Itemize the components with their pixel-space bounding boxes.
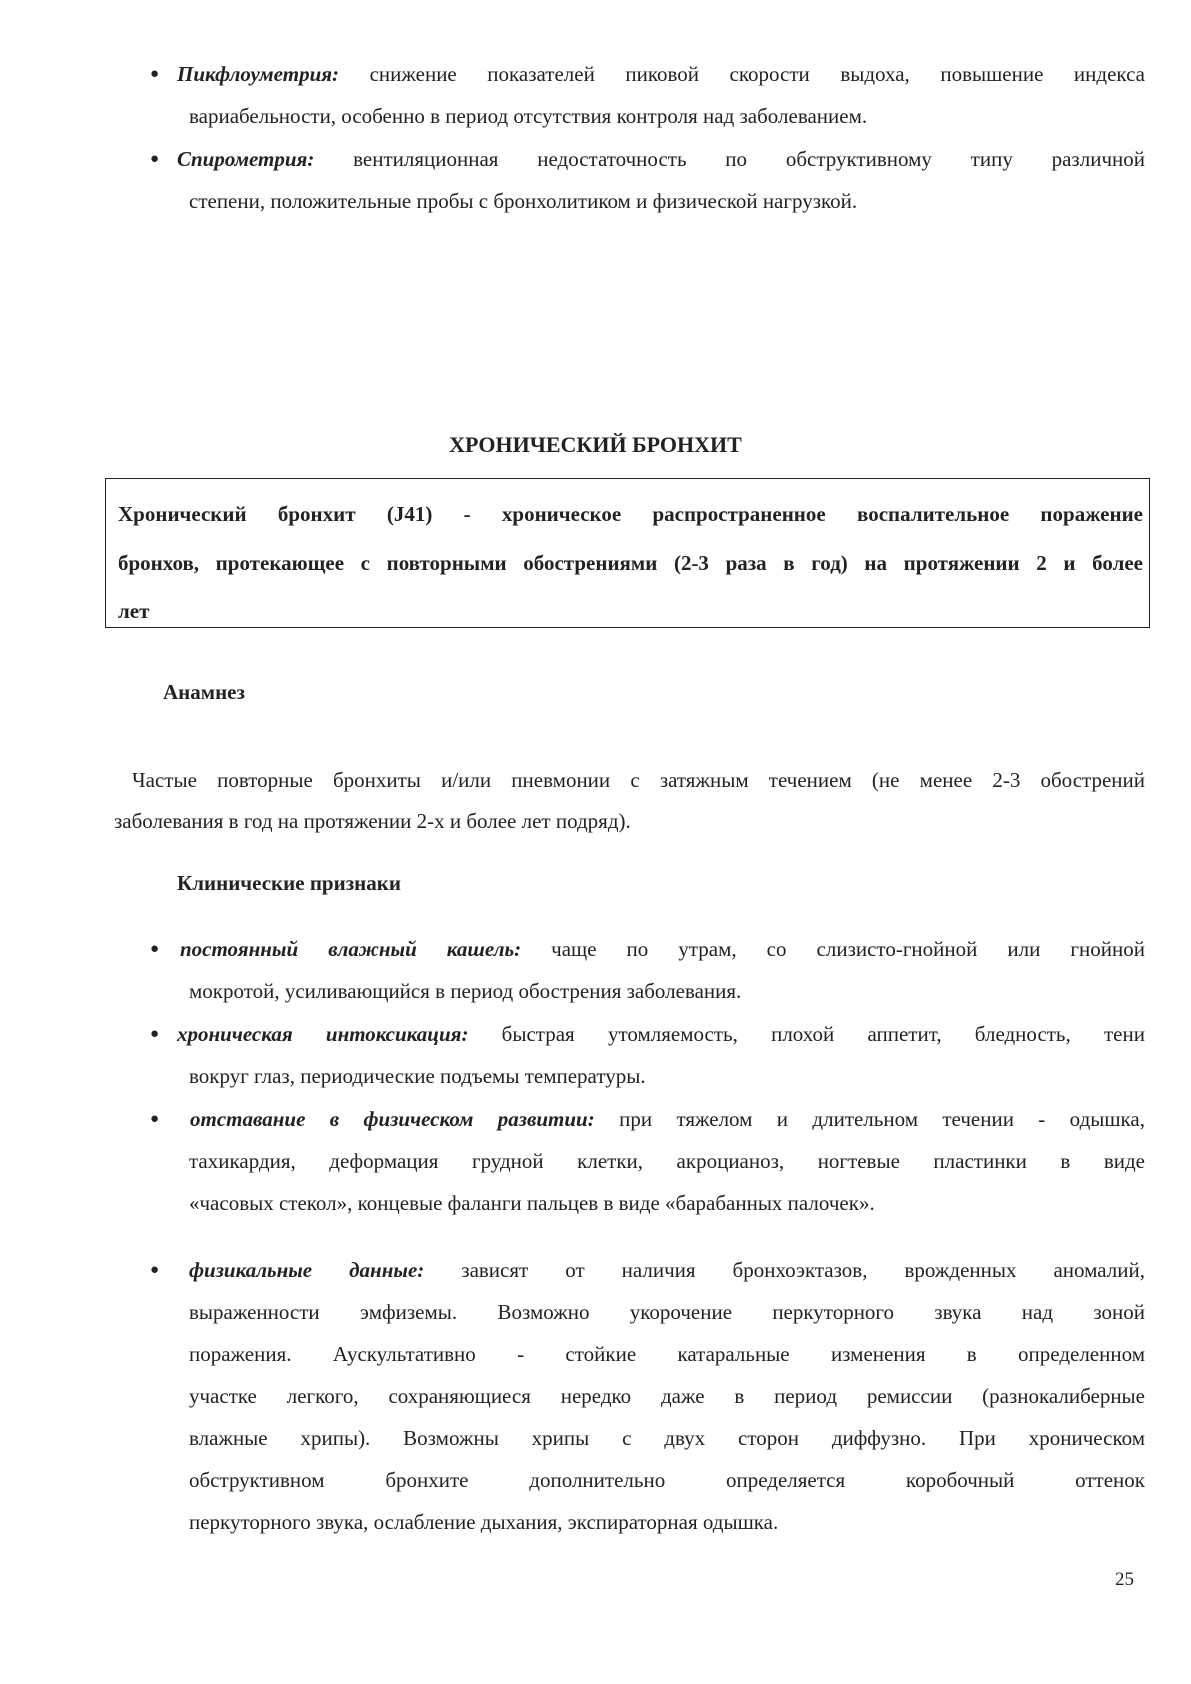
anamnesis-heading: Анамнез [163,680,245,704]
clinical-item-1-line1 [180,939,1145,960]
clinical-item-4-line3: поражения. Аускультативно - стойкие катаральные изменения в определенном [189,1342,1145,1366]
clinical-item-4-line2: выраженности эмфиземы. Возможно укорочение перкуторного звука над зоной [189,1300,1145,1324]
clinical-item-1-text: чаще по утрам, со слизисто-гнойной или гнойной [521,937,1145,961]
clinical-heading: Клинические признаки [177,871,401,895]
term-wet-cough: постоянный влажный кашель: [180,937,522,961]
term-peakflow: Пикфлоуметрия: [177,62,340,86]
clinical-item-4-line7: перкуторного звука, ослабление дыхания, экспираторная одышка. [189,1510,779,1534]
bullet-icon: ● [150,1111,160,1127]
clinical-item-2-line2: вокруг глаз, периодические подъемы температуры. [189,1064,646,1088]
clinical-item-3-text: при тяжелом и длительном течении - одышка, [594,1107,1145,1131]
term-spirometry: Спирометрия: [177,147,315,171]
section-title: ХРОНИЧЕСКИЙ БРОНХИТ [449,432,742,457]
clinical-item-2-text: быстрая утомляемость, плохой аппетит, бледность, тени [468,1022,1145,1046]
bullet-icon: ● [150,151,160,167]
clinical-item-3-line3: «часовых стекол», концевые фаланги пальцев в виде «барабанных палочек». [189,1191,875,1215]
bullet-icon: ● [150,1262,160,1278]
bullet-icon: ● [150,941,160,957]
clinical-item-1-line2: мокротой, усиливающийся в период обострения заболевания. [189,979,742,1003]
clinical-item-4-line1 [189,1260,1145,1281]
term-intoxication: хроническая интоксикация: [177,1022,469,1046]
term-physical-delay: отставание в физическом развитии: [190,1107,595,1131]
bullet-icon: ● [150,66,160,82]
clinical-item-4-line4: участке легкого, сохраняющиеся нередко даже в период ремиссии (разнокалиберные [189,1384,1145,1408]
bullet-spirometry-line2: степени, положительные пробы с бронхолитиком и физической нагрузкой. [189,189,858,213]
clinical-item-4-line5: влажные хрипы). Возможны хрипы с двух сторон диффузно. При хроническом [189,1426,1145,1450]
term-physical-findings: физикальные данные: [189,1258,425,1282]
bullet-spirometry-line1 [177,149,1145,170]
clinical-item-3-line1 [190,1109,1145,1130]
definition-line-2: бронхов, протекающее с повторными обострениями (2-3 раза в год) на протяжении 2 и более [118,551,1143,575]
clinical-item-4-text: зависят от наличия бронхоэктазов, врожденных аномалий, [424,1258,1146,1282]
clinical-item-3-line2: тахикардия, деформация грудной клетки, акроцианоз, ногтевые пластинки в виде [189,1149,1145,1173]
bullet-peakflow-line1 [177,64,1145,85]
anamnesis-line-2: заболевания в год на протяжении 2-х и более лет подряд). [114,809,631,833]
page-number: 25 [1115,1569,1134,1590]
anamnesis-line-1: Частые повторные бронхиты и/или пневмонии с затяжным течением (не менее 2-3 обострений [132,768,1145,792]
bullet-spirometry-text: вентиляционная недостаточность по обструктивному типу различной [314,147,1145,171]
bullet-icon: ● [150,1026,160,1042]
bullet-peakflow-line2: вариабельности, особенно в период отсутствия контроля над заболеванием. [189,104,868,128]
bullet-peakflow-text: снижение показателей пиковой скорости выдоха, повышение индекса [339,62,1145,86]
clinical-item-4-line6: обструктивном бронхите дополнительно определяется коробочный оттенок [189,1468,1145,1492]
definition-line-1: Хронический бронхит (J41) - хроническое распространенное воспалительное поражение [118,502,1143,526]
clinical-item-2-line1 [177,1024,1145,1045]
definition-line-3: лет [118,599,150,623]
